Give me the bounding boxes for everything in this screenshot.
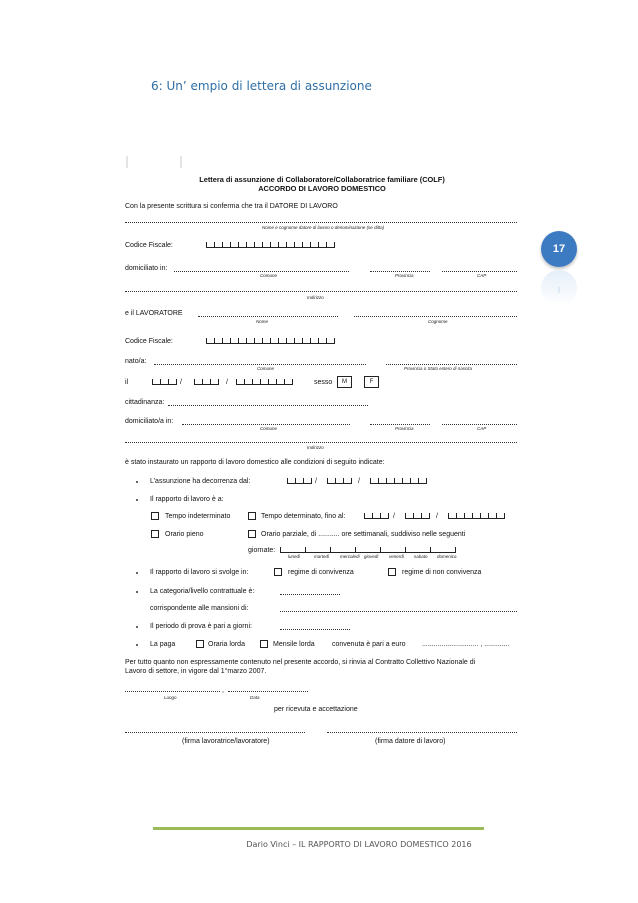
- cap-line: [442, 271, 517, 272]
- mensile-label: Mensile lorda: [273, 641, 315, 648]
- footer-rule: [153, 827, 484, 830]
- provincia-line: [370, 271, 430, 272]
- stato-estero-hint: Provincia o Stato estero di nascita: [404, 366, 473, 371]
- cf-label-datore: Codice Fiscale:: [125, 242, 173, 249]
- page-number-badge: 17: [541, 231, 577, 267]
- firma-lav-label: (firma lavoratrice/lavoratore): [182, 738, 270, 745]
- indirizzo-line: [125, 291, 517, 292]
- non-convivenza-checkbox[interactable]: [388, 568, 396, 576]
- slash-6: /: [436, 513, 438, 520]
- dob-month: [194, 379, 219, 385]
- si-svolge-label: Il rapporto di lavoro si svolge in:: [150, 569, 249, 576]
- slash-3: /: [315, 478, 317, 485]
- giornate-label: giornate:: [248, 547, 276, 554]
- datore-hint: Nome e cognome datore di lavoro o denominazione (se ditta): [262, 225, 385, 230]
- dob-year: [236, 379, 293, 385]
- domiciliato-a-label: domiciliato/a in:: [125, 418, 174, 425]
- decorrenza-label: L’assunzione ha decorrenza dal:: [150, 478, 251, 485]
- sesso-label: sesso: [314, 379, 333, 386]
- cf-boxes-lavoratore: [206, 338, 335, 344]
- rinvio-line2: Lavoro di settore, in vigore dal 1°marzo 2007.: [125, 668, 267, 675]
- tempo-det-checkbox[interactable]: [248, 512, 256, 520]
- comune-hint: Comune: [260, 273, 278, 278]
- cognome-line: [354, 316, 517, 317]
- orario-parziale-label: Orario parziale, di ........... ore settimanali, suddiviso nelle seguenti: [261, 531, 466, 538]
- dom-comune-line: [182, 424, 350, 425]
- data-hint: Data: [250, 695, 260, 700]
- day-martedi: martedì: [314, 554, 330, 559]
- nome-hint: Nome: [256, 319, 269, 324]
- luogo-line: [125, 691, 220, 692]
- orario-pieno-label: Orario pieno: [165, 531, 204, 538]
- orario-parziale-checkbox[interactable]: [248, 530, 256, 538]
- cf-boxes-datore: [206, 242, 335, 248]
- oraria-checkbox[interactable]: [196, 640, 204, 648]
- ricevuta-text: per ricevuta e accettazione: [274, 706, 358, 713]
- scan-marks: [126, 156, 186, 170]
- section-heading: 6: Un’ empio di lettera di assunzione: [151, 79, 372, 93]
- bullet-6: [136, 644, 138, 646]
- orario-pieno-checkbox[interactable]: [151, 530, 159, 538]
- tempo-indet-label: Tempo indeterminato: [165, 513, 231, 520]
- dom-indirizzo-hint: Indirizzo: [307, 445, 324, 450]
- form-subtitle: ACCORDO DI LAVORO DOMESTICO: [258, 184, 386, 193]
- dob-day: [152, 379, 177, 385]
- datore-name-line: [125, 222, 517, 223]
- provincia-hint: Provincia: [395, 273, 414, 278]
- tempo-det-label: Tempo determinato, fino al:: [261, 513, 346, 520]
- prova-line: [280, 629, 350, 630]
- il-label: il: [125, 379, 129, 386]
- contract-form: [122, 170, 522, 753]
- tempo-det-day: [364, 513, 389, 519]
- firma-dat-line: [327, 732, 517, 733]
- cf-label-lavoratore: Codice Fiscale:: [125, 338, 173, 345]
- oraria-label: Oraria lorda: [208, 641, 245, 648]
- bullet-5: [136, 626, 138, 628]
- dom-provincia-hint: Provincia: [395, 426, 414, 431]
- domiciliato-label: domiciliato in:: [125, 265, 168, 272]
- slash-2: /: [226, 379, 228, 386]
- decorrenza-month: [327, 478, 352, 484]
- rinvio-line1: Per tutto quanto non espressamente contenuto nel presente accordo, si rinvia al Contratto Collettivo Nazionale di: [125, 659, 476, 666]
- luogo-hint: Luogo: [164, 695, 177, 700]
- comune-line: [174, 271, 349, 272]
- page-number-ghost: I: [541, 270, 577, 306]
- day-domenica: domenica: [437, 554, 457, 559]
- paga-label: La paga: [150, 641, 176, 648]
- dom-comune-hint: Comune: [260, 426, 278, 431]
- day-sabato: sabato: [414, 554, 428, 559]
- day-giovedi: giovedì: [364, 554, 379, 559]
- day-lunedi: lunedì: [288, 554, 301, 559]
- bullet-4: [136, 591, 138, 593]
- sex-f-box[interactable]: F: [364, 376, 379, 388]
- firma-lav-line: [125, 732, 305, 733]
- cittadinanza-label: cittadinanza:: [125, 399, 165, 406]
- non-convivenza-label: regime di non convivenza: [402, 569, 482, 576]
- day-mercoledi: mercoledì: [340, 554, 360, 559]
- day-venerdi: venerdì: [389, 554, 405, 559]
- indirizzo-hint: Indirizzo: [307, 295, 324, 300]
- tempo-det-month: [405, 513, 430, 519]
- decorrenza-year: [370, 478, 427, 484]
- data-line: [228, 691, 308, 692]
- dom-indirizzo-line: [125, 442, 517, 443]
- form-title: Lettera di assunzione di Collaboratore/Collaboratrice familiare (COLF): [199, 175, 445, 184]
- cognome-hint: Cognome: [428, 319, 448, 324]
- convenuta-amount: ............................. , .............: [422, 641, 510, 648]
- convenuta-label: convenuta è pari a euro: [332, 641, 406, 648]
- dom-provincia-line: [370, 424, 430, 425]
- mansioni-label: corrispondente alle mansioni di:: [150, 605, 249, 612]
- nato-comune-line: [154, 364, 366, 365]
- tempo-det-year: [448, 513, 505, 519]
- cap-hint: CAP: [477, 273, 487, 278]
- nato-provincia-line: [386, 364, 517, 365]
- categoria-label: La categoria/livello contrattuale è:: [150, 588, 255, 595]
- nato-label: nato/a:: [125, 358, 147, 365]
- convivenza-checkbox[interactable]: [274, 568, 282, 576]
- firma-dat-label: (firma datore di lavoro): [375, 738, 446, 745]
- slash-5: /: [393, 513, 395, 520]
- rapporto-label: Il rapporto di lavoro è a:: [150, 496, 224, 503]
- dom-cap-hint: CAP: [477, 426, 487, 431]
- categoria-line: [280, 594, 340, 595]
- nato-comune-hint: Comune: [257, 366, 275, 371]
- tempo-indet-checkbox[interactable]: [151, 512, 159, 520]
- nome-line: [198, 316, 338, 317]
- cittadinanza-line: [168, 405, 368, 406]
- bullet-1: [136, 481, 138, 483]
- dom-cap-line: [442, 424, 517, 425]
- slash-1: /: [180, 379, 182, 386]
- sex-m-box[interactable]: M: [337, 376, 352, 388]
- mansioni-line: [280, 611, 517, 612]
- intro-text: Con la presente scrittura si conferma che tra il DATORE DI LAVORO: [125, 203, 338, 210]
- bullet-2: [136, 499, 138, 501]
- footer-label: Dario Vinci – IL RAPPORTO DI LAVORO DOMESTICO 2016: [246, 840, 472, 849]
- giornate-boxes: [280, 547, 456, 553]
- slash-4: /: [358, 478, 360, 485]
- convivenza-label: regime di convivenza: [288, 569, 354, 576]
- comma: ,: [222, 687, 224, 694]
- decorrenza-day: [287, 478, 312, 484]
- prova-label: Il periodo di prova è pari a giorni:: [150, 623, 252, 630]
- instaurato-text: è stato instaurato un rapporto di lavoro domestico alle condizioni di seguito indicate:: [125, 459, 385, 466]
- mensile-checkbox[interactable]: [260, 640, 268, 648]
- lavoratore-label: e il LAVORATORE: [125, 310, 183, 317]
- footer-text: [0, 840, 638, 849]
- bullet-3: [136, 572, 138, 574]
